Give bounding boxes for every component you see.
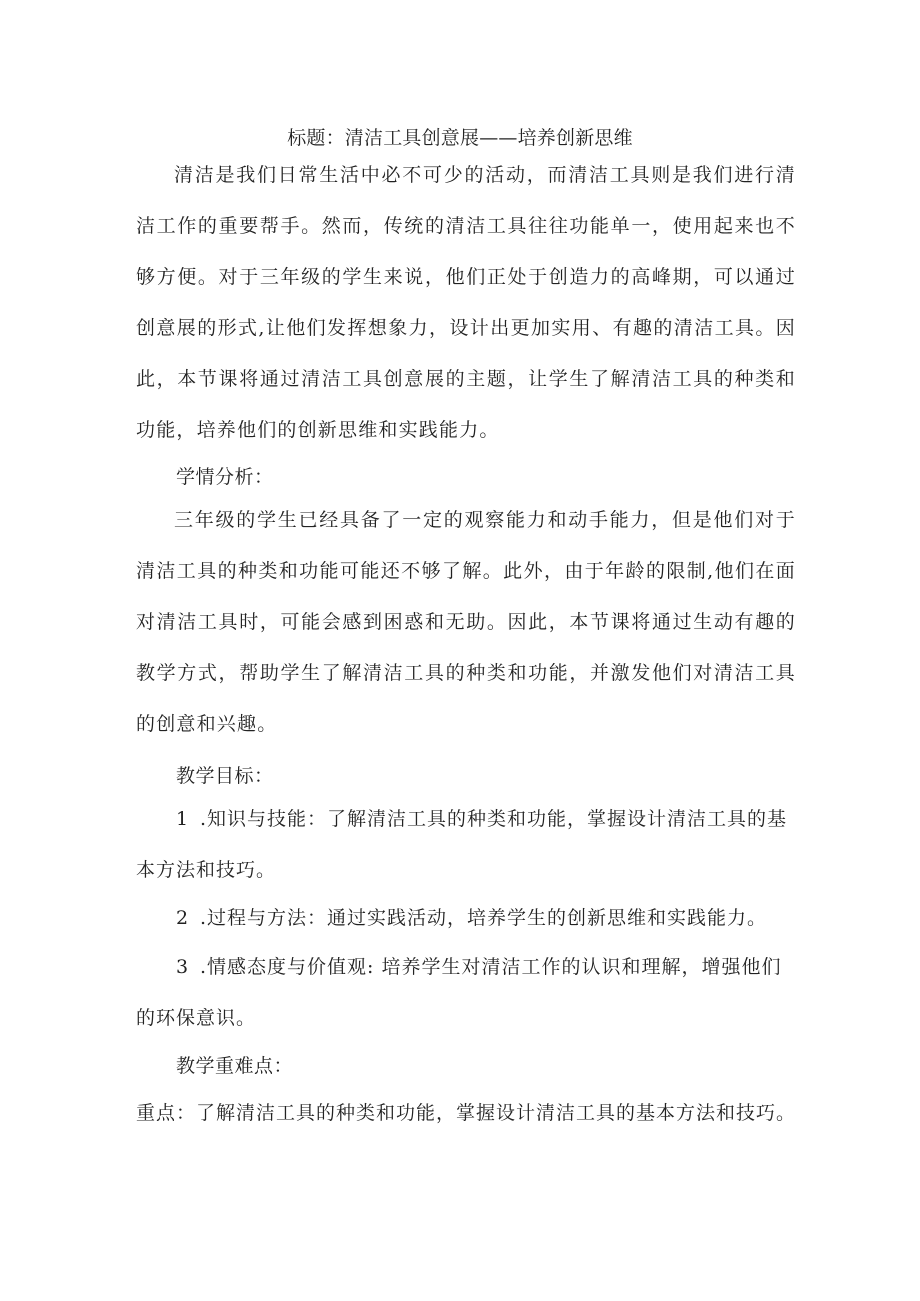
goal-item-2 [136, 893, 796, 944]
analysis-paragraph: 三年级的学生已经具备了一定的观察能力和动手能力，但是他们对于清洁工具的种类和功能可能还不够了解。此外，由于年龄的限制,他们在面对清洁工具时，可能会感到困惑和无助。因此，本节课将通过生动有趣的教学方式，帮助学生了解清洁工具的种类和功能，并激发他们对清洁工具的创意和兴趣。 [136, 509, 796, 735]
goal-item-number: 2 [176, 907, 190, 929]
document-title: 标题：清洁工具创意展——培养创新思维 [287, 127, 633, 149]
section-heading-key-points: 教学重难点： [176, 1055, 294, 1077]
key-points-paragraph: 重点：了解清洁工具的种类和功能，掌握设计清洁工具的基本方法和技巧。 [136, 1102, 797, 1124]
section-heading-goals: 教学目标： [176, 765, 274, 787]
goal-item-1 [136, 794, 796, 896]
section-heading-analysis: 学情分析： [176, 466, 274, 488]
goal-item-text: .过程与方法：通过实践活动，培养学生的创新思维和实践能力。 [200, 907, 768, 929]
intro-paragraph: 清洁是我们日常生活中必不可少的活动，而清洁工具则是我们进行清洁工作的重要帮手。然而，传统的清洁工具往往功能单一，使用起来也不够方便。对于三年级的学生来说，他们正处于创造力的高峰期，可以通过创意展的形式,让他们发挥想象力，设计出更加实用、有趣的清洁工具。因此，本节课将通过清洁工具创意展的主题，让学生了解清洁工具的种类和功能，培养他们的创新思维和实践能力。 [136, 164, 796, 441]
goal-item-number: 1 [176, 808, 190, 830]
goal-item-number: 3 [176, 956, 190, 978]
goal-item-text: .情感态度与价值观: 培养学生对清洁工作的认识和理解，增强他们的环保意识。 [136, 956, 782, 1029]
goal-item-3 [136, 942, 796, 1044]
goal-item-text: .知识与技能：了解清洁工具的种类和功能，掌握设计清洁工具的基本方法和技巧。 [136, 808, 788, 881]
